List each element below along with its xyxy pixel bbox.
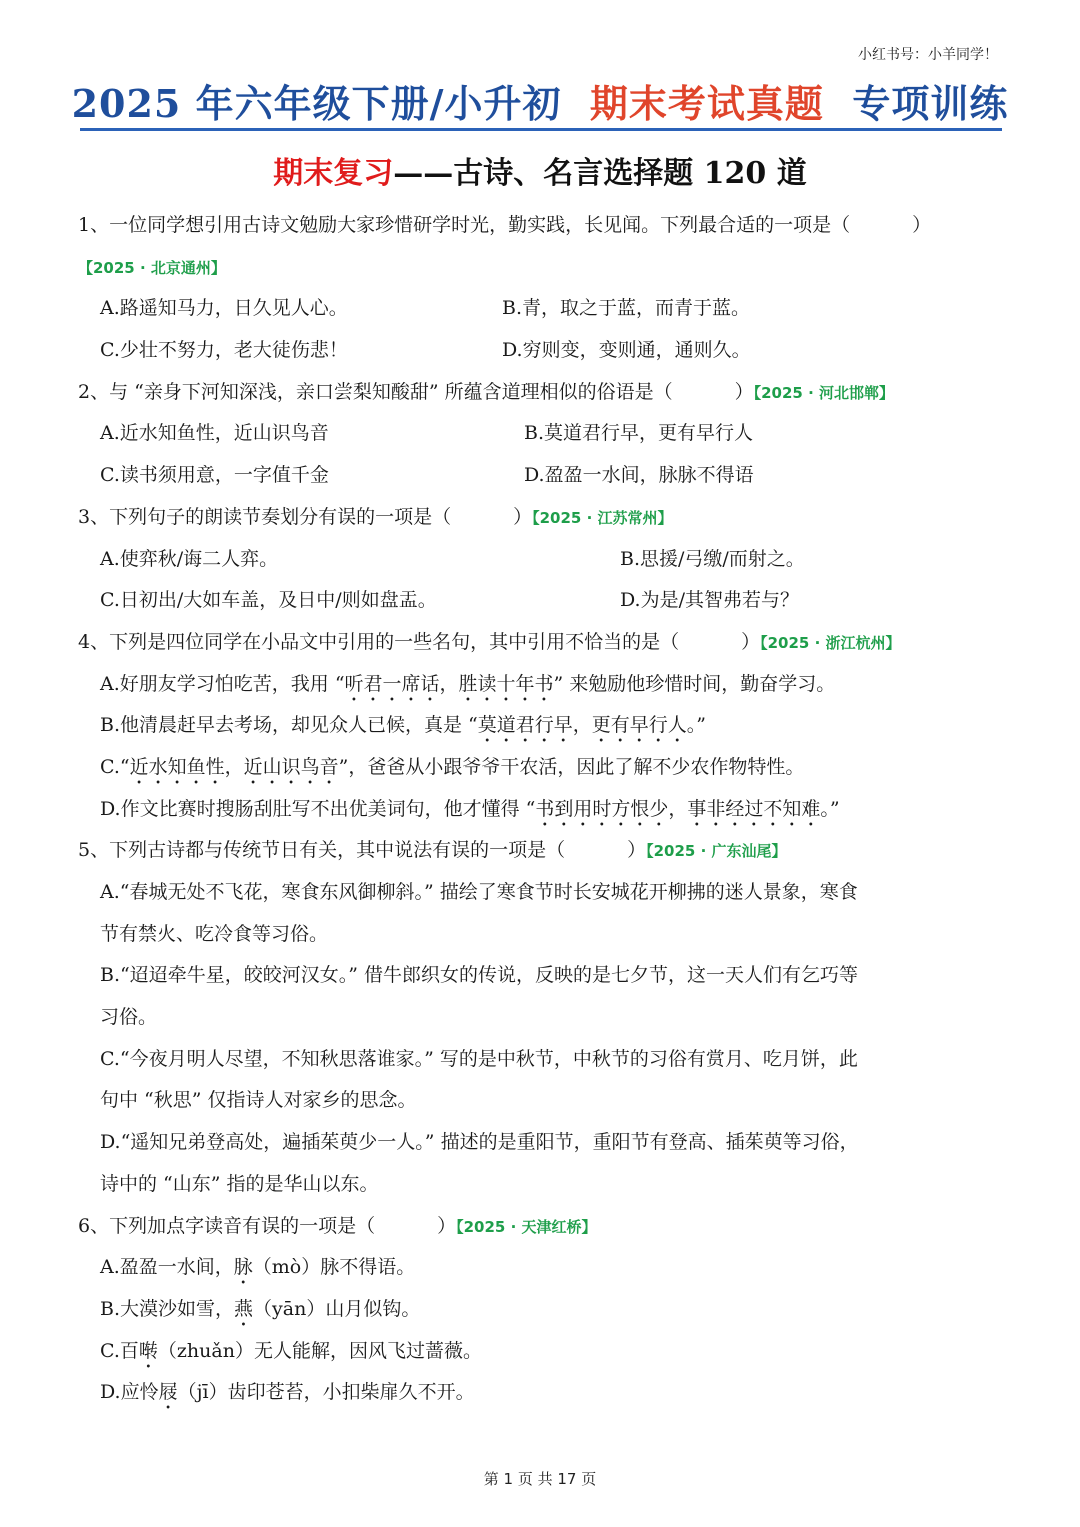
- page-title: [0, 78, 1080, 130]
- question-4-stem: 4、下列是四位同学在小品文中引用的一些名句，其中引用不恰当的是（ ）【2025 · 浙江杭州】: [78, 630, 901, 653]
- option-b: B.莫道君行早，更有早行人: [524, 422, 754, 445]
- source-tag: 【2025 · 天津红桥】: [456, 1217, 597, 1236]
- dotted-char: 啭: [138, 1339, 158, 1362]
- question-1-options-row-1: [78, 288, 1008, 330]
- option-d: D.盈盈一水间，脉脉不得语: [524, 464, 754, 487]
- question-6-option-c: C.百啭（zhuǎn）无人能解，因风飞过蔷薇。: [100, 1339, 482, 1362]
- question-5-option-d-line-1: D.“遥知兄弟登高处，遍插茱萸少一人。” 描述的是重阳节，重阳节有登高、插茱萸等习俗，: [100, 1131, 859, 1154]
- question-1-stem: 1、一位同学想引用古诗文勉励大家珍惜研学时光，勤实践，长见闻。下列最合适的一项是（ ）: [78, 214, 932, 236]
- question-5-option-a-line-1: A.“春城无处不飞花，寒食东风御柳斜。” 描绘了寒食节时长安城花开柳拂的迷人景象，寒食: [100, 881, 858, 903]
- option-b: B.青，取之于蓝，而青于蓝。: [502, 297, 751, 320]
- question-4-option-d: D.作文比赛时搜肠刮肚写不出优美词句，他才懂得 “书到用时方恨少，事非经过不知难。”: [100, 797, 840, 820]
- question-6-stem: 6、下列加点字读音有误的一项是（ ）【2025 · 天津红桥】: [78, 1214, 597, 1237]
- dotted-char: 燕: [234, 1297, 254, 1320]
- question-5-option-b-line-1: B.“迢迢牵牛星，皎皎河汉女。” 借牛郎织女的传说，反映的是七夕节，这一天人们有乞巧等: [100, 964, 858, 987]
- watermark-text: 小红书号：小羊同学！: [858, 47, 998, 63]
- title-part-grade: 2025 年六年级下册/小升初: [71, 81, 562, 126]
- title-part-exam: 期末考试真题: [589, 81, 824, 126]
- question-4-option-c: C.“近水知鱼性，近山识鸟音”，爸爸从小跟爷爷干农活，因此了解不少农作物特性。: [100, 755, 805, 778]
- option-c: C.少壮不努力，老大徒伤悲！: [100, 339, 348, 362]
- question-2-options-row-2: [78, 455, 1008, 497]
- option-a: A.使弈秋/诲二人弈。: [100, 547, 279, 570]
- subtitle-topic: ——古诗、名言选择题 120 道: [393, 156, 807, 191]
- title-part-training: 专项训练: [852, 81, 1009, 126]
- question-4-option-a: A.好朋友学习怕吃苦，我用 “听君一席话，胜读十年书” 来勉励他珍惜时间，勤奋学习。: [100, 672, 836, 695]
- question-4-option-b: B.他清晨赶早去考场，却见众人已候，真是 “莫道君行早，更有早行人。”: [100, 714, 706, 737]
- page-subtitle: [0, 152, 1080, 196]
- question-5-stem: 5、下列古诗都与传统节日有关，其中说法有误的一项是（ ）【2025 · 广东汕尾】: [78, 839, 787, 862]
- option-a: A.近水知鱼性，近山识鸟音: [100, 422, 329, 445]
- dotted-char: 脉: [233, 1256, 253, 1279]
- dotted-quote: “莫道君行早，更有早行人。”: [468, 714, 706, 737]
- question-5-option-c-line-2: 句中 “秋思” 仅指诗人对家乡的思念。: [100, 1089, 417, 1112]
- question-3-stem: 3、下列句子的朗读节奏划分有误的一项是（ ）【2025 · 江苏常州】: [78, 505, 673, 528]
- question-6-option-b: B.大漠沙如雪，燕（yān）山月似钩。: [100, 1297, 421, 1320]
- question-3-options-row-1: [78, 539, 1008, 581]
- question-1-tag-line: [78, 247, 1008, 289]
- question-6-option-d: D.应怜屐（jī）齿印苍苔，小扣柴扉久不开。: [100, 1381, 475, 1404]
- question-5-option-b-line-2: 习俗。: [100, 1006, 158, 1029]
- option-d: D.为是/其智弗若与？: [620, 589, 799, 612]
- option-a: A.路遥知马力，日久见人心。: [100, 297, 348, 320]
- source-tag: 【2025 · 广东汕尾】: [646, 842, 787, 861]
- option-b: B.思援/弓缴/而射之。: [620, 547, 805, 570]
- question-5-option-d-line-2: 诗中的 “山东” 指的是华山以东。: [100, 1172, 379, 1195]
- dotted-quote: “书到用时方恨少，事非经过不知难。”: [525, 797, 840, 820]
- question-6-option-a: A.盈盈一水间，脉（mò）脉不得语。: [100, 1256, 416, 1279]
- source-tag: 【2025 · 北京通州】: [78, 258, 226, 277]
- source-tag: 【2025 · 浙江杭州】: [760, 633, 901, 652]
- page-number: 第 1 页 共 17 页: [483, 1470, 597, 1488]
- dotted-char: 屐: [158, 1381, 178, 1404]
- source-tag: 【2025 · 江苏常州】: [532, 508, 673, 527]
- option-c: C.日初出/大如车盖，及日中/则如盘盂。: [100, 589, 437, 612]
- subtitle-review: 期末复习: [273, 156, 394, 191]
- question-1-options-row-2: [78, 330, 1008, 372]
- source-tag: 【2025 · 河北邯郸】: [753, 383, 895, 402]
- question-2-options-row-1: [78, 413, 1008, 455]
- dotted-quote: “听君一席话，胜读十年书”: [334, 672, 564, 695]
- option-d: D.穷则变，变则通，通则久。: [502, 339, 751, 362]
- option-c: C.读书须用意，一字值千金: [100, 464, 329, 487]
- dotted-quote: “近水知鱼性，近山识鸟音”: [119, 755, 349, 778]
- question-5-option-c-line-1: C.“今夜月明人尽望，不知秋思落谁家。” 写的是中秋节，中秋节的习俗有赏月、吃月饼，此: [100, 1047, 858, 1070]
- question-5-option-a-line-2: 节有禁火、吃冷食等习俗。: [100, 922, 329, 945]
- question-2-stem: 2、与 “亲身下河知深浅，亲口尝梨知酸甜” 所蕴含道理相似的俗语是（ ）【2025 · 河北邯郸】: [78, 380, 895, 403]
- question-3-options-row-2: [78, 580, 1008, 622]
- question-list: [78, 205, 1008, 1414]
- title-underline: [80, 128, 1002, 131]
